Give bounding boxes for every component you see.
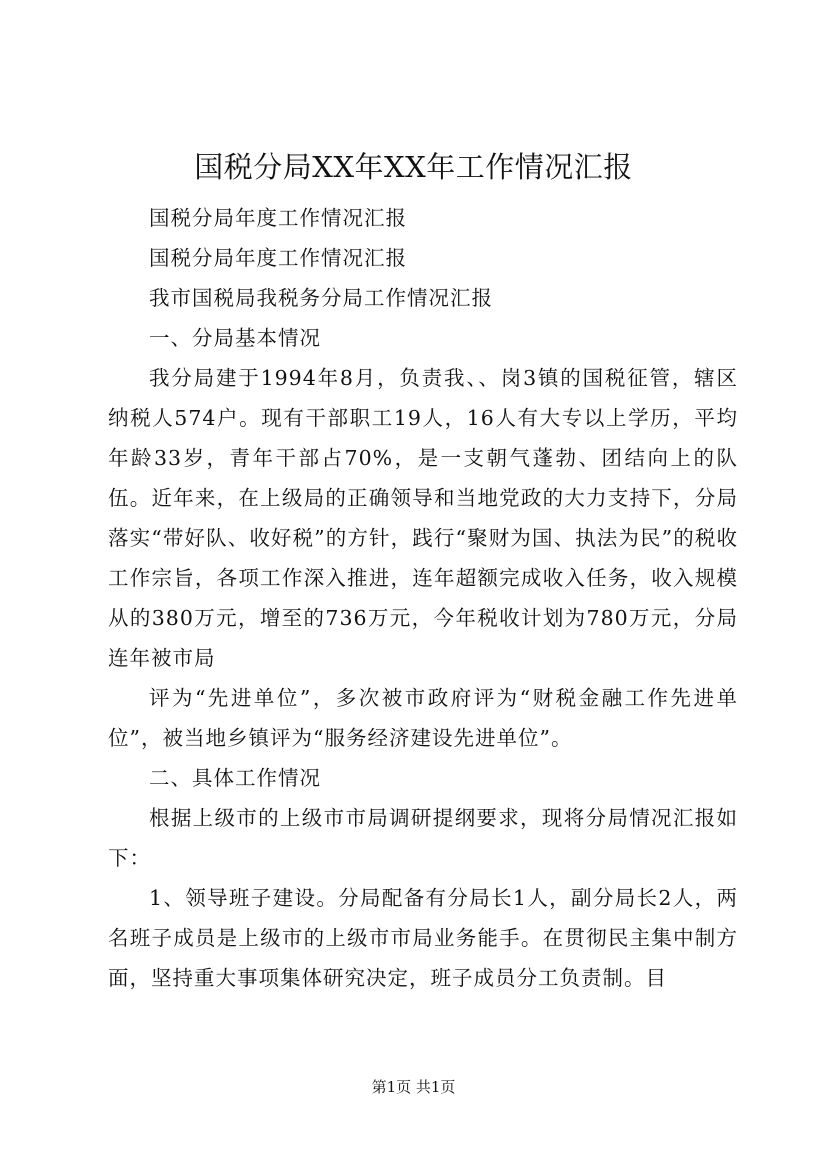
- section-heading: 二、具体工作情况: [149, 766, 321, 790]
- paragraph: 根据上级市的上级市市局调研提纲要求，现将分局情况汇报如下：: [108, 806, 738, 870]
- paragraph: 国税分局年度工作情况汇报: [149, 246, 407, 270]
- document-body: [108, 198, 738, 998]
- section-heading: 一、分局基本情况: [149, 326, 321, 350]
- paragraph: 我市国税局我税务分局工作情况汇报: [149, 286, 493, 310]
- paragraph: 我分局建于1994年8月，负责我、、岗3镇的国税征管，辖区纳税人574户。现有干部职工19人，16人有大专以上学历，平均年龄33岁，青年干部占70%，是一支朝气蓬勃、团结向上的队伍。近年来，在上级局的正确领导和当地党政的大力支持下，分局落实“带好队、收好税”的方针，践行“聚财为国、执法为民”的税收工作宗旨，各项工作深入推进，连年超额完成收入任务，收入规模从的380万元，增至的736万元，今年税收计划为780万元，分局连年被市局: [108, 366, 738, 670]
- page-number: 第1页 共1页: [371, 1078, 456, 1096]
- paragraph: 国税分局年度工作情况汇报: [149, 206, 407, 230]
- paragraph: 1、领导班子建设。分局配备有分局长1人，副分局长2人，两名班子成员是上级市的上级市市局业务能手。在贯彻民主集中制方面，坚持重大事项集体研究决定，班子成员分工负责制。目: [108, 886, 738, 990]
- document-title: 国税分局XX年XX年工作情况汇报: [194, 150, 633, 184]
- paragraph: 评为“先进单位”，多次被市政府评为“财税金融工作先进单位”，被当地乡镇评为“服务经济建设先进单位”。: [108, 686, 738, 750]
